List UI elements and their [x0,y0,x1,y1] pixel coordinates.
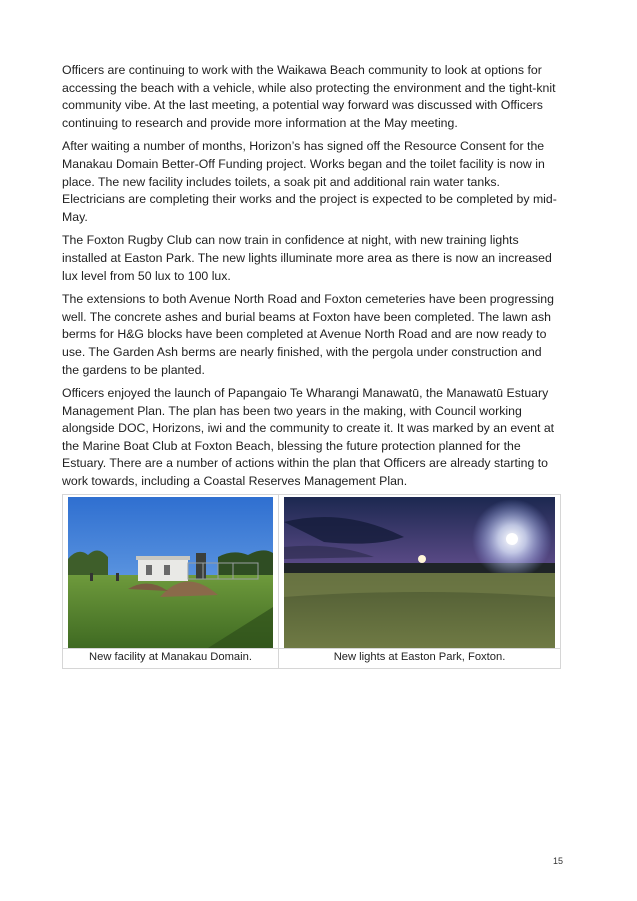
photo-cell-manakau [63,495,279,668]
paragraph-foxton-rugby: The Foxton Rugby Club can now train in confidence at night, with new training lights installed at Easton Park. The new lights illuminate more area as there is now an increased lux level from 50 lux to 100 lux. [62,233,552,283]
paragraph-manakau: After waiting a number of months, Horizon’s has signed off the Resource Consent for the Manakau Domain Better-Off Funding project. Works began and the toilet facility is now in place. The new facility includes toilets, a soak pit and additional rain water tanks. Electricians are completing their works and the project is expected to be completed by mid-May. [62,139,557,224]
photo-cell-easton [279,495,560,668]
caption-easton: New lights at Easton Park, Foxton. [333,651,506,663]
photo-manakau-domain [68,497,273,648]
paragraph-cemeteries: The extensions to both Avenue North Road and Foxton cemeteries have been progressing well. The concrete ashes and burial beams at Foxton have been completed. The lawn ash berms for H&G blocks have been completed at Avenue North Road and are now ready to use. The Garden Ash berms are nearly finished, with the pergola under construction and the gardens to be planted. [62,292,554,377]
easton-photo-illustration [284,497,555,648]
paragraph-estuary: Officers enjoyed the launch of Papangaio Te Wharangi Manawatū, the Manawatū Estuary Management Plan. The plan has been two years in the making, with Council working alongside DOC, Horizons, iwi and the community to create it. It was marked by an event at the Marine Boat Club at Foxton Beach, blessing the future protection planned for the Estuary. There are a number of actions within the plan that Officers are already starting to work towards, including a Coastal Reserves Management Plan. [62,386,555,489]
caption-manakau: New facility at Manakau Domain. [89,651,252,663]
body-text [62,62,562,497]
photo-easton-park [284,497,555,648]
page-number: 15 [553,856,564,866]
manakau-photo-illustration [68,497,273,648]
paragraph-waikawa: Officers are continuing to work with the Waikawa Beach community to look at options for accessing the beach with a vehicle, while also protecting the environment and the tight-knit community vibe. At the last meeting, a potential way forward was discussed with Officers continuing to research and provide more information at the May meeting. [62,63,556,130]
photo-table [62,494,561,669]
